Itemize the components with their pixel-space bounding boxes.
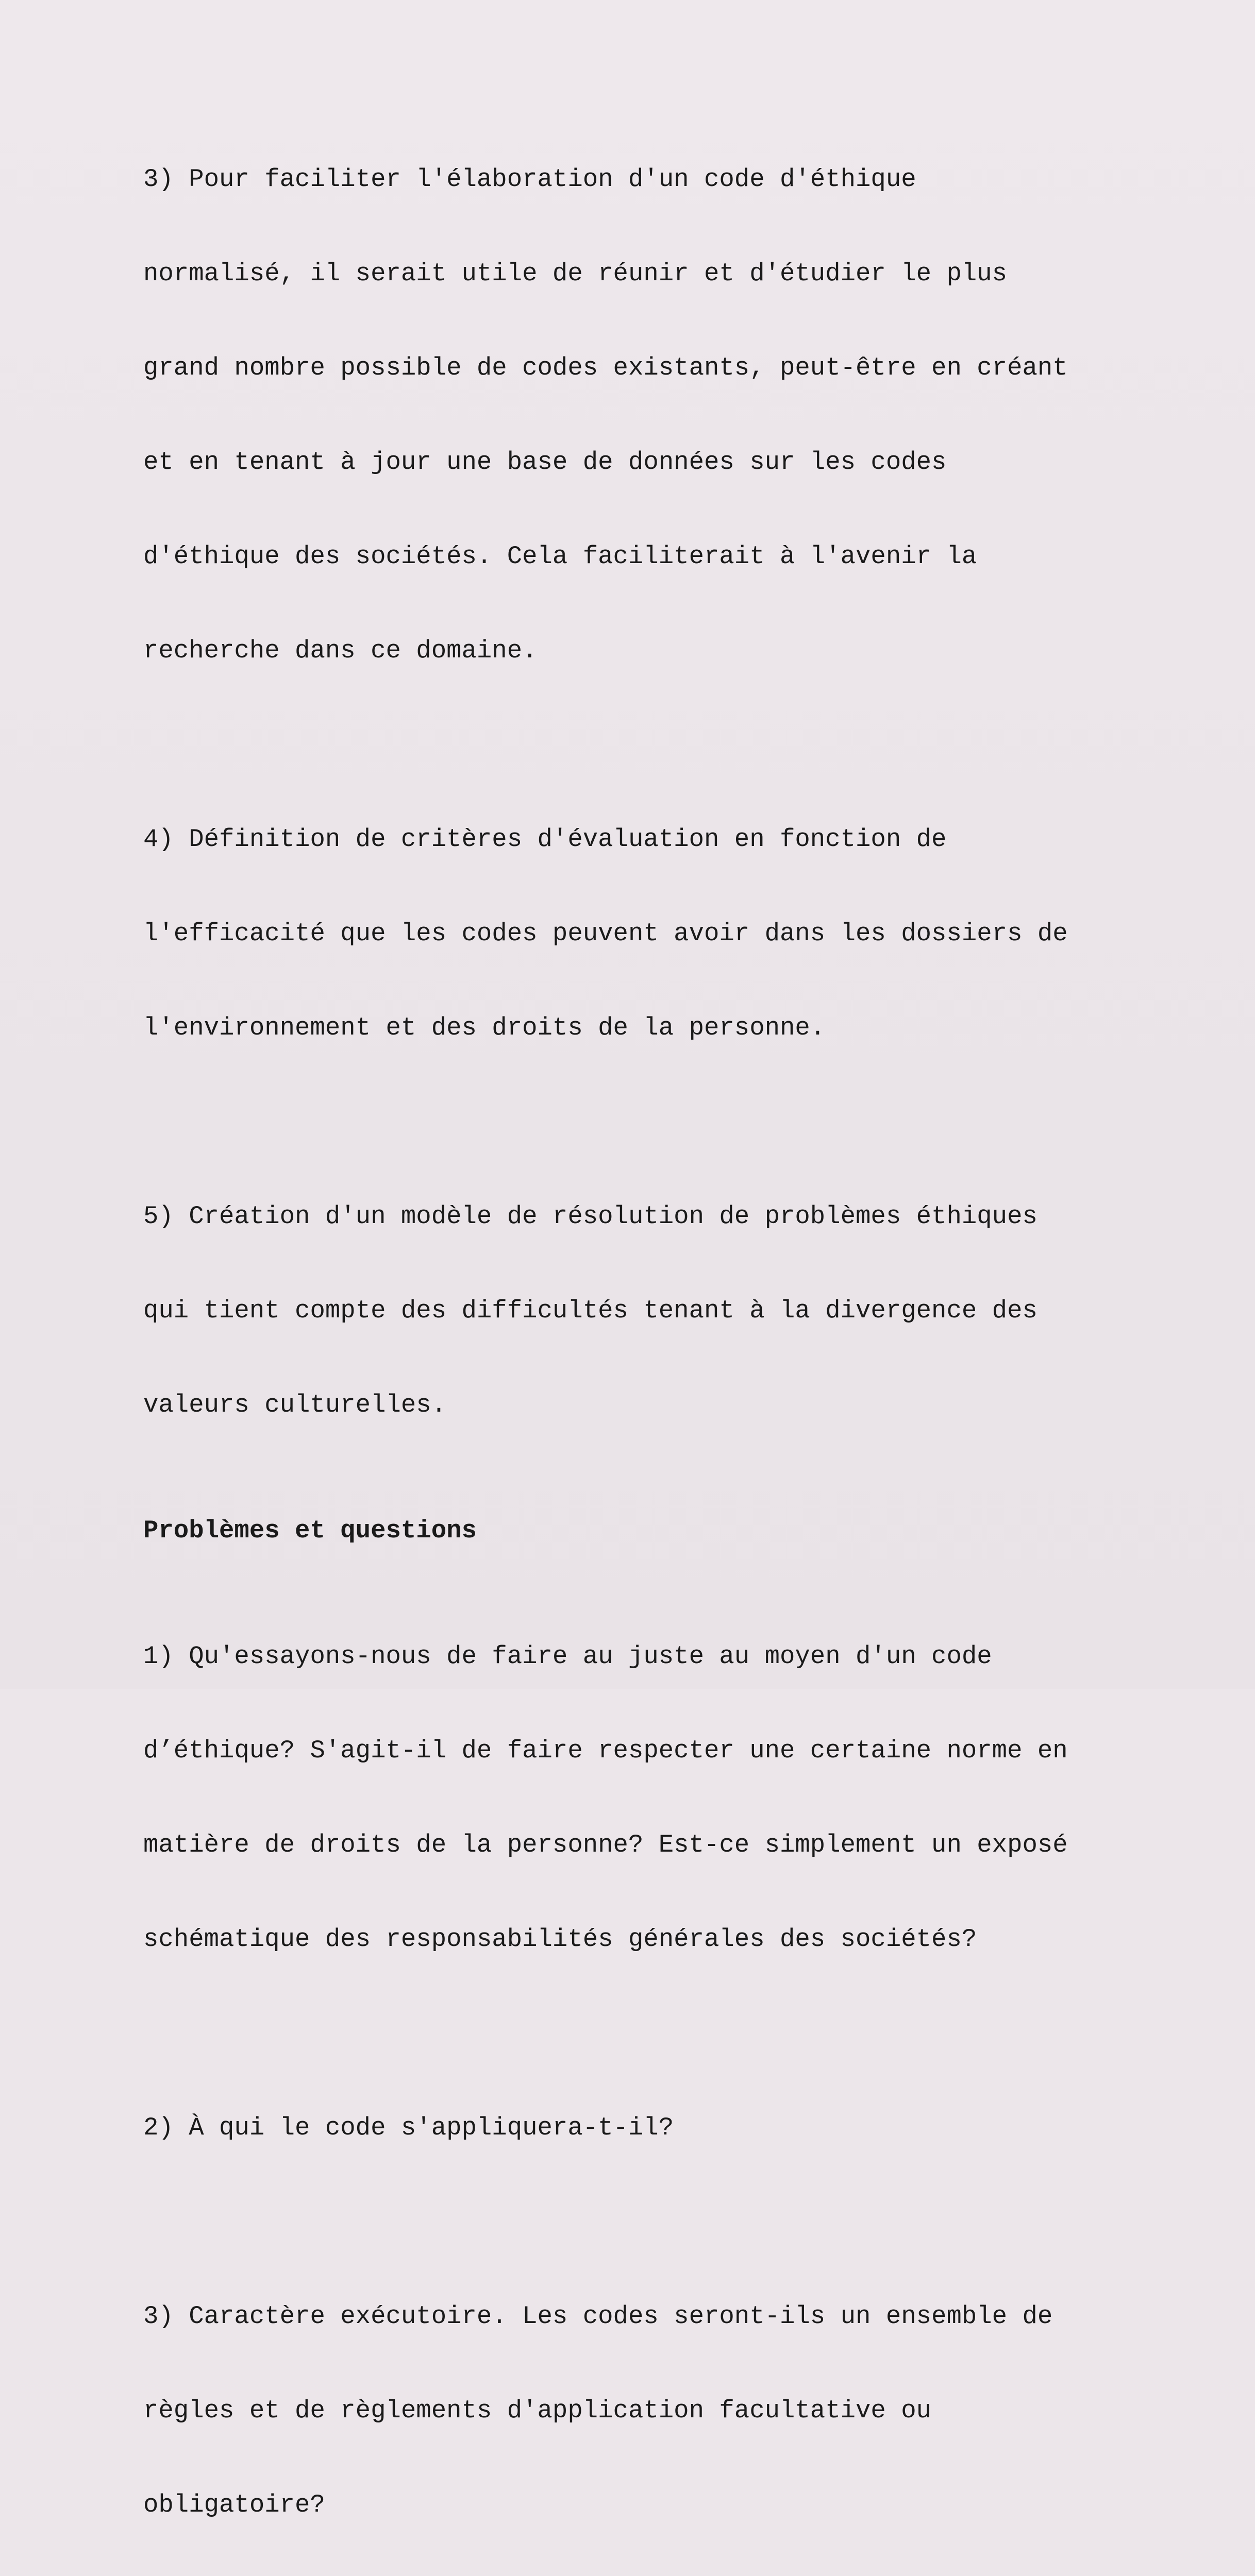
recommendation-5 (143, 1138, 1133, 1484)
text-line: normalisé, il serait utile de réunir et d'étudier le plus (143, 259, 1008, 288)
recommendation-3 (143, 101, 1133, 730)
text-line: d’éthique? S'agit-il de faire respecter une certaine norme en (143, 1736, 1068, 1765)
text-line: l'efficacité que les codes peuvent avoir dans les dossiers de (143, 919, 1068, 948)
text-line: et en tenant à jour une base de données sur les codes (143, 448, 947, 477)
question-2 (143, 2049, 1133, 2207)
text-line: recherche dans ce domaine. (143, 636, 538, 665)
text-line: obligatoire? (143, 2490, 325, 2519)
text-line: 4) Définition de critères d'évaluation en fonction de (143, 825, 947, 854)
text-line: 3) Caractère exécutoire. Les codes seront-ils un ensemble de (143, 2302, 1053, 2331)
document-body (143, 101, 1133, 2576)
recommendation-4 (143, 761, 1133, 1107)
text-line: 3) Pour faciliter l'élaboration d'un code d'éthique (143, 165, 916, 194)
question-1 (143, 1578, 1133, 2018)
text-line: d'éthique des sociétés. Cela faciliterait à l'avenir la (143, 542, 977, 571)
text-line: 5) Création d'un modèle de résolution de problèmes éthiques (143, 1202, 1038, 1231)
text-line: matière de droits de la personne? Est-ce simplement un exposé (143, 1831, 1068, 1859)
text-line: valeurs culturelles. (143, 1391, 447, 1419)
text-line: qui tient compte des difficultés tenant à la divergence des (143, 1296, 1038, 1325)
text-line: règles et de règlements d'application facultative ou (143, 2396, 932, 2425)
text-line: l'environnement et des droits de la personne. (143, 1013, 826, 1042)
text-line: grand nombre possible de codes existants, peut-être en créant (143, 353, 1068, 382)
section-heading-problems: Problèmes et questions (143, 1516, 477, 1545)
text-line: schématique des responsabilités générales des sociétés? (143, 1925, 977, 1954)
text-line: 2) À qui le code s'appliquera-t-il? (143, 2113, 674, 2142)
question-3 (143, 2238, 1133, 2576)
text-line: 1) Qu'essayons-nous de faire au juste au moyen d'un code (143, 1642, 992, 1671)
